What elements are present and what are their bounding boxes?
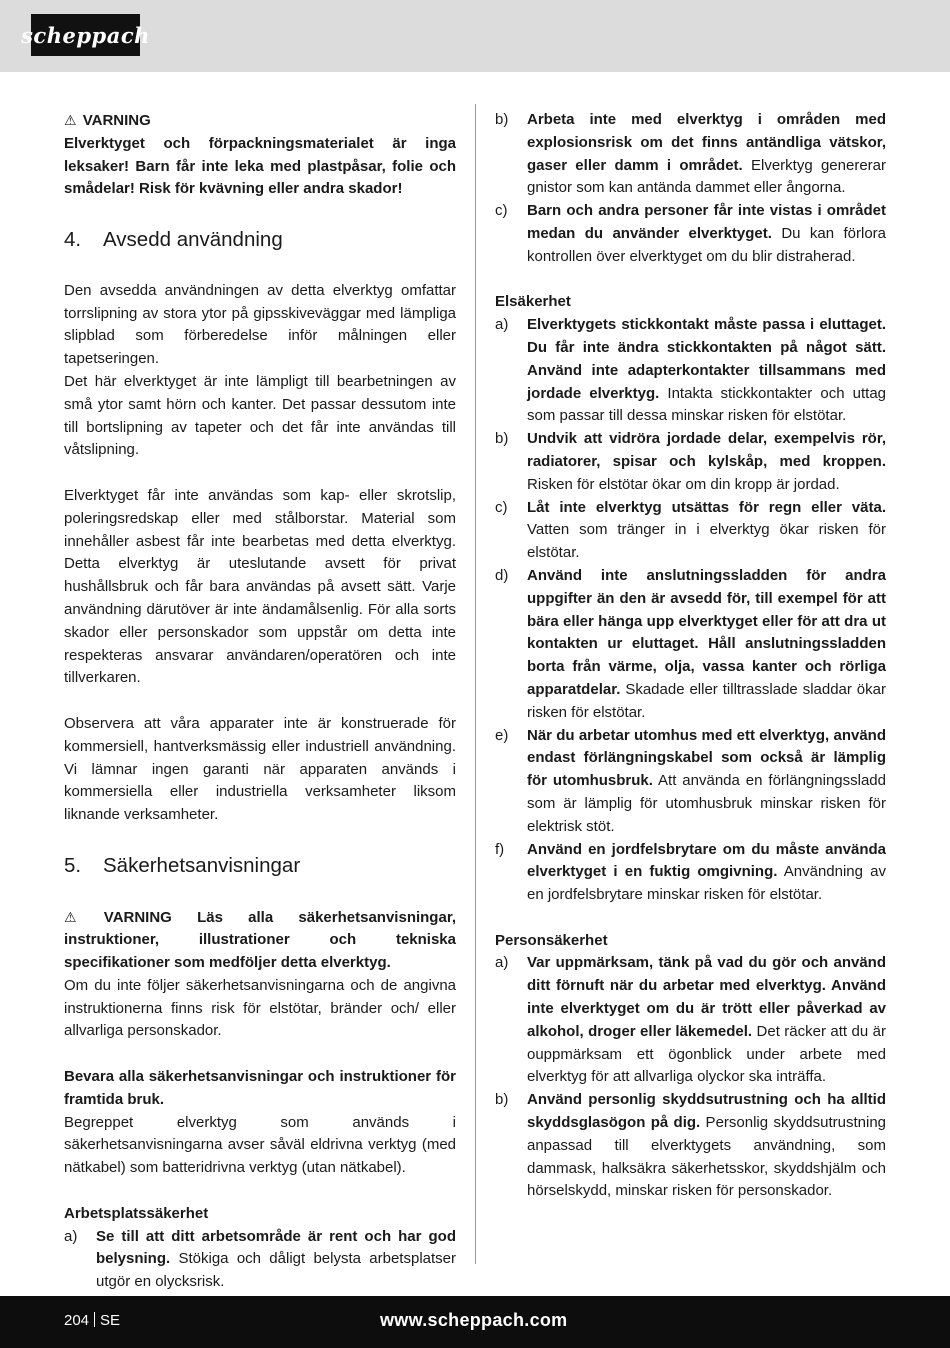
column-divider [475, 104, 476, 1264]
list-item: b) Arbeta inte med elverktyg i områden med explosionsrisk om det finns antändliga vätskor, gaser eller damm i området. Elverktyg genererar gnistor som kan antända dammet eller ångorna. [495, 111, 887, 197]
personal-safety-heading: Personsäkerhet [495, 931, 608, 949]
section-4-heading: 4. Avsedd användning [64, 227, 283, 251]
workplace-safety-heading: Arbetsplatssäkerhet [64, 1204, 209, 1222]
electrical-safety-heading: Elsäkerhet [495, 293, 571, 311]
safety-warning-text: Om du inte följer säkerhetsanvisningarna och de angivna instruktionerna finns risk för elstötar, bränder och/ eller allvarliga personskador. [64, 976, 456, 1040]
header-bar [0, 0, 950, 72]
page-number: 204 SE [64, 1312, 121, 1329]
warning-text: Elverktyget och förpackningsmaterialet är inga leksaker! Barn får inte leka med plastpåsar, folie och smådelar! Risk för kvävning eller andra skador! [64, 134, 456, 198]
list-item: c) Låt inte elverktyg utsättas för regn eller väta. Vatten som tränger in i elverktyg ökar risken för elstötar. [495, 498, 886, 562]
warning-heading: ⚠ VARNING [64, 109, 456, 133]
warning-triangle-icon: ⚠ [64, 908, 77, 925]
personal-safety-list [495, 952, 886, 1203]
list-item: c) Barn och andra personer får inte vistas i området medan du använder elverktyget. Du kan förlora kontrollen över elverktyget om du blir distraherad. [495, 202, 886, 265]
list-item: a) Se till att ditt arbetsområde är rent och har god belysning. Stökiga och dåligt belysta arbetsplatser utgör en olycksrisk. [64, 1227, 456, 1291]
intended-use-paragraph-2: Det här elverktyget är inte lämpligt till bearbetningen av små ytor samt hörn och kanter. Det passar dessutom inte till bortslipning av tapeter och det får inte användas till våtslipning. [64, 372, 456, 459]
list-item: b) Undvik att vidröra jordade delar, exempelvis rör, radiatorer, spisar och kylskåp, med kroppen. Risken för elstötar ökar om din kropp är jordad. [495, 430, 886, 493]
list-item: a) Elverktygets stickkontakt måste passa i eluttaget. Du får inte ändra stickkontakten på något sätt. Använd inte adapterkontakter tillsammans med jordade elverktyg. Intakta stickkontakter och uttag som passar till dessa minskar risken för elstötar. [495, 316, 886, 425]
brand-logo: scheppach [31, 14, 140, 56]
list-item: e) När du arbetar utomhus med ett elverktyg, använd endast förlängningskabel som också är lämplig för utomhusbruk. Att använda en förlängningssladd som är lämplig för utomhusbruk minskar risken för elektrisk stöt. [495, 726, 886, 835]
keep-instructions-heading: Bevara alla säkerhetsanvisningar och instruktioner för framtida bruk. [64, 1068, 456, 1108]
footer-bar [0, 1296, 950, 1348]
safety-warning-heading: ⚠ VARNING Läs alla säkerhetsanvisningar, instruktioner, illustrationer och tekniska specifikationer som medföljer detta elverktyg. [64, 906, 456, 975]
keep-instructions-text: Begreppet elverktyg som används i säkerhetsanvisningarna avser såväl eldrivna verktyg (med nätkabel) som batteridrivna verktyg (utan nätkabel). [64, 1113, 456, 1177]
intended-use-paragraph-3: Elverktyget får inte användas som kap- eller skrotslip, poleringsredskap eller med stålborstar. Material som innehåller asbest får inte bearbetas med detta elverktyg. Detta elverktyg är uteslutande avsett för privat hushållsbruk och får bara användas på avsett sätt. Varje användning därutöver är inte ändamålsenlig. För alla sorts skador eller personskador som uppstår om detta inte respekteras ansvarar användaren/operatören och inte tillverkaren. [64, 486, 456, 687]
list-item: f) Använd en jordfelsbrytare om du måste använda elverktyget i en fuktig omgivning. Användning av en jordfelsbrytare minskar risken för elstötar. [495, 840, 886, 904]
website-link[interactable]: www.scheppach.com [380, 1310, 568, 1330]
workplace-safety-list [495, 109, 886, 269]
section-5-heading: 5. Säkerhetsanvisningar [64, 853, 301, 877]
warning-triangle-icon: ⚠ [64, 112, 77, 128]
list-item: b) Använd personlig skyddsutrustning och ha alltid skyddsglasögon på dig. Personlig skyddsutrustning anpassad till elverktygets användning, som dammask, halksäkra säkerhetsskor, skyddshjälm och hörselskydd, minskar risken för personskador. [495, 1091, 886, 1200]
left-column [64, 109, 456, 1294]
list-item: d) Använd inte anslutningssladden för andra uppgifter än den är avsedd för, till exempel för att bära eller hänga upp elverktyget eller för att dra ut kontakten ur eluttaget. Håll anslutningssladden borta från värme, olja, vassa kanter och rörliga apparatdelar. Skadade eller tilltrasslade sladdar ökar risken för elstötar. [495, 566, 886, 721]
right-column [495, 109, 886, 1203]
intended-use-paragraph-4: Observera att våra apparater inte är konstruerade för kommersiell, hantverksmässig eller industriell användning. Vi lämnar ingen garanti när apparaten används i kommersiella eller industriella verksamheter liksom liknande verksamheter. [64, 714, 456, 824]
intended-use-paragraph-1: Den avsedda användningen av detta elverktyg omfattar torrslipning av stora ytor på gipsskiveväggar med lämpliga slipblad som förberedelse inför målningen eller tapetseringen. [64, 281, 456, 368]
electrical-safety-list [495, 314, 886, 907]
list-item: a) Var uppmärksam, tänk på vad du gör och använd ditt förnuft när du arbetar med elverktyg. Använd inte elverktyget om du är trött eller påverkad av alkohol, droger eller läkemedel. Det räcker att du är ouppmärksam ett ögonblick under arbete med elverktyg för att allvarliga olyckor ska inträffa. [495, 954, 886, 1086]
